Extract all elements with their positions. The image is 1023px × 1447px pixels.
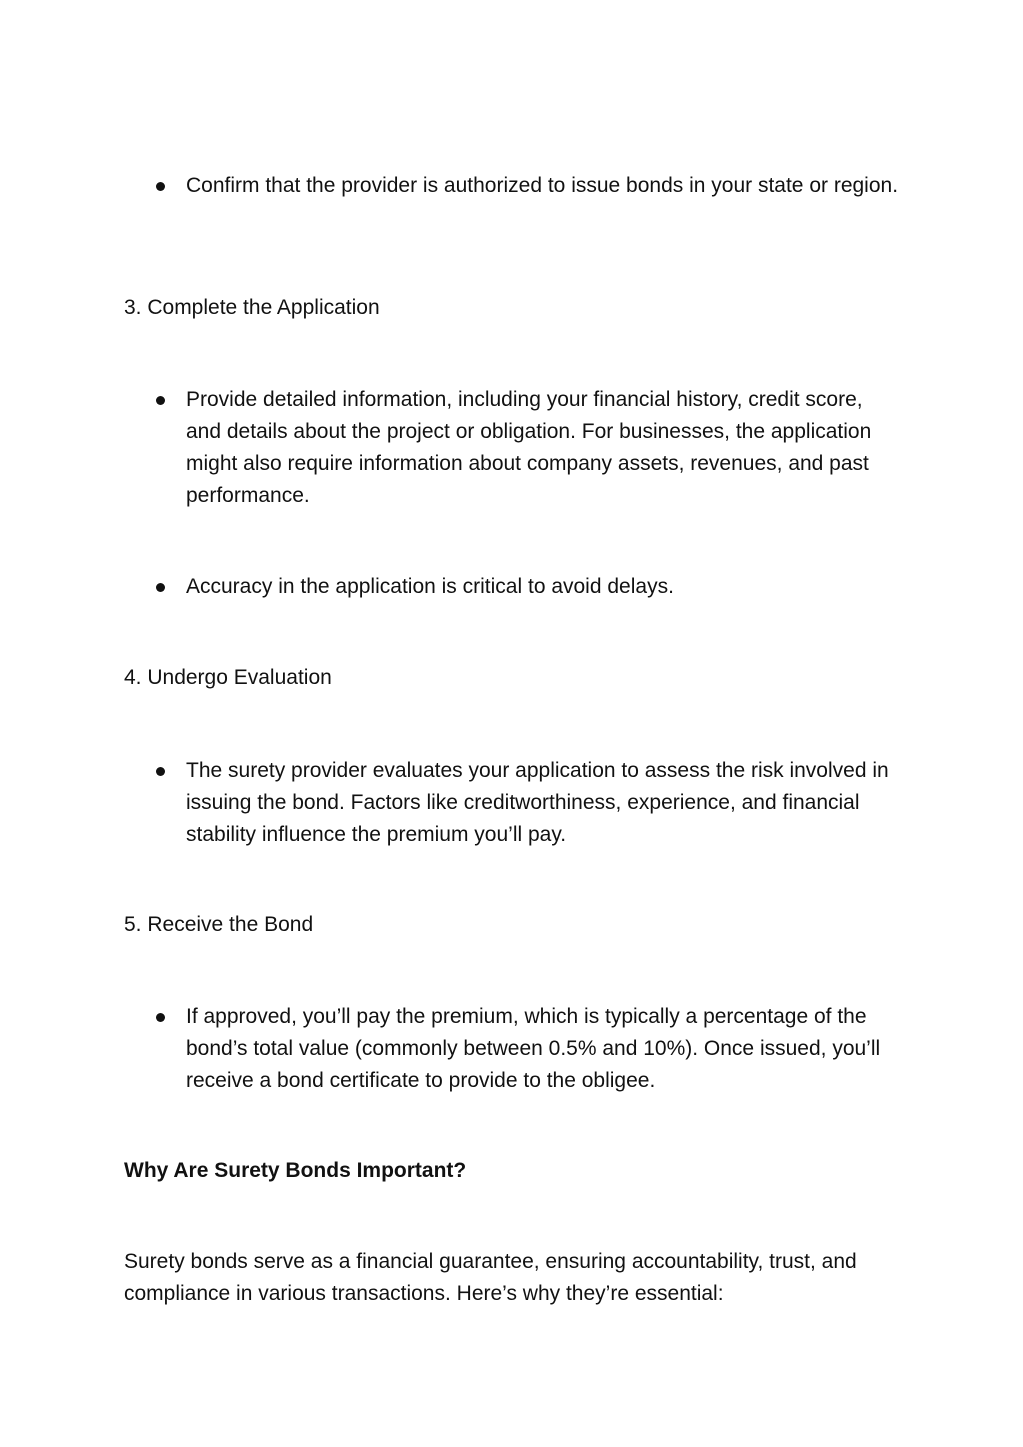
bullet-dot-icon — [156, 1013, 165, 1022]
list-item — [186, 170, 902, 202]
list-item-text: Provide detailed information, including your financial history, credit score, and details about the project or obligation. For businesses, the application might also require information about company assets, revenues, and past performance. — [186, 388, 872, 507]
list-item — [186, 384, 902, 512]
paragraph-why-important: Surety bonds serve as a financial guarantee, ensuring accountability, trust, and compliance in various transactions. Here’s why they’re essential: — [124, 1250, 857, 1305]
step-heading-receive-bond: 5. Receive the Bond — [124, 913, 314, 936]
section-heading-why-important: Why Are Surety Bonds Important? — [124, 1159, 467, 1182]
list-item-text: If approved, you’ll pay the premium, which is typically a percentage of the bond’s total value (commonly between 0.5% and 10%). Once issued, you’ll receive a bond certificate to provide to the obligee. — [186, 1005, 881, 1092]
bullet-dot-icon — [156, 767, 165, 776]
list-item-text: Confirm that the provider is authorized to issue bonds in your state or region. — [186, 174, 899, 197]
list-item-text: The surety provider evaluates your application to assess the risk involved in issuing the bond. Factors like creditworthiness, experience, and financial stability influence the premium you’ll pay. — [186, 759, 889, 846]
step-heading-complete-application: 3. Complete the Application — [124, 296, 380, 319]
step-heading-undergo-evaluation: 4. Undergo Evaluation — [124, 666, 332, 689]
bullet-dot-icon — [156, 396, 165, 405]
list-item — [186, 1001, 902, 1097]
list-item — [186, 755, 902, 851]
bullet-dot-icon — [156, 182, 165, 191]
list-item — [186, 571, 902, 603]
bullet-dot-icon — [156, 583, 165, 592]
list-item-text: Accuracy in the application is critical to avoid delays. — [186, 575, 674, 598]
